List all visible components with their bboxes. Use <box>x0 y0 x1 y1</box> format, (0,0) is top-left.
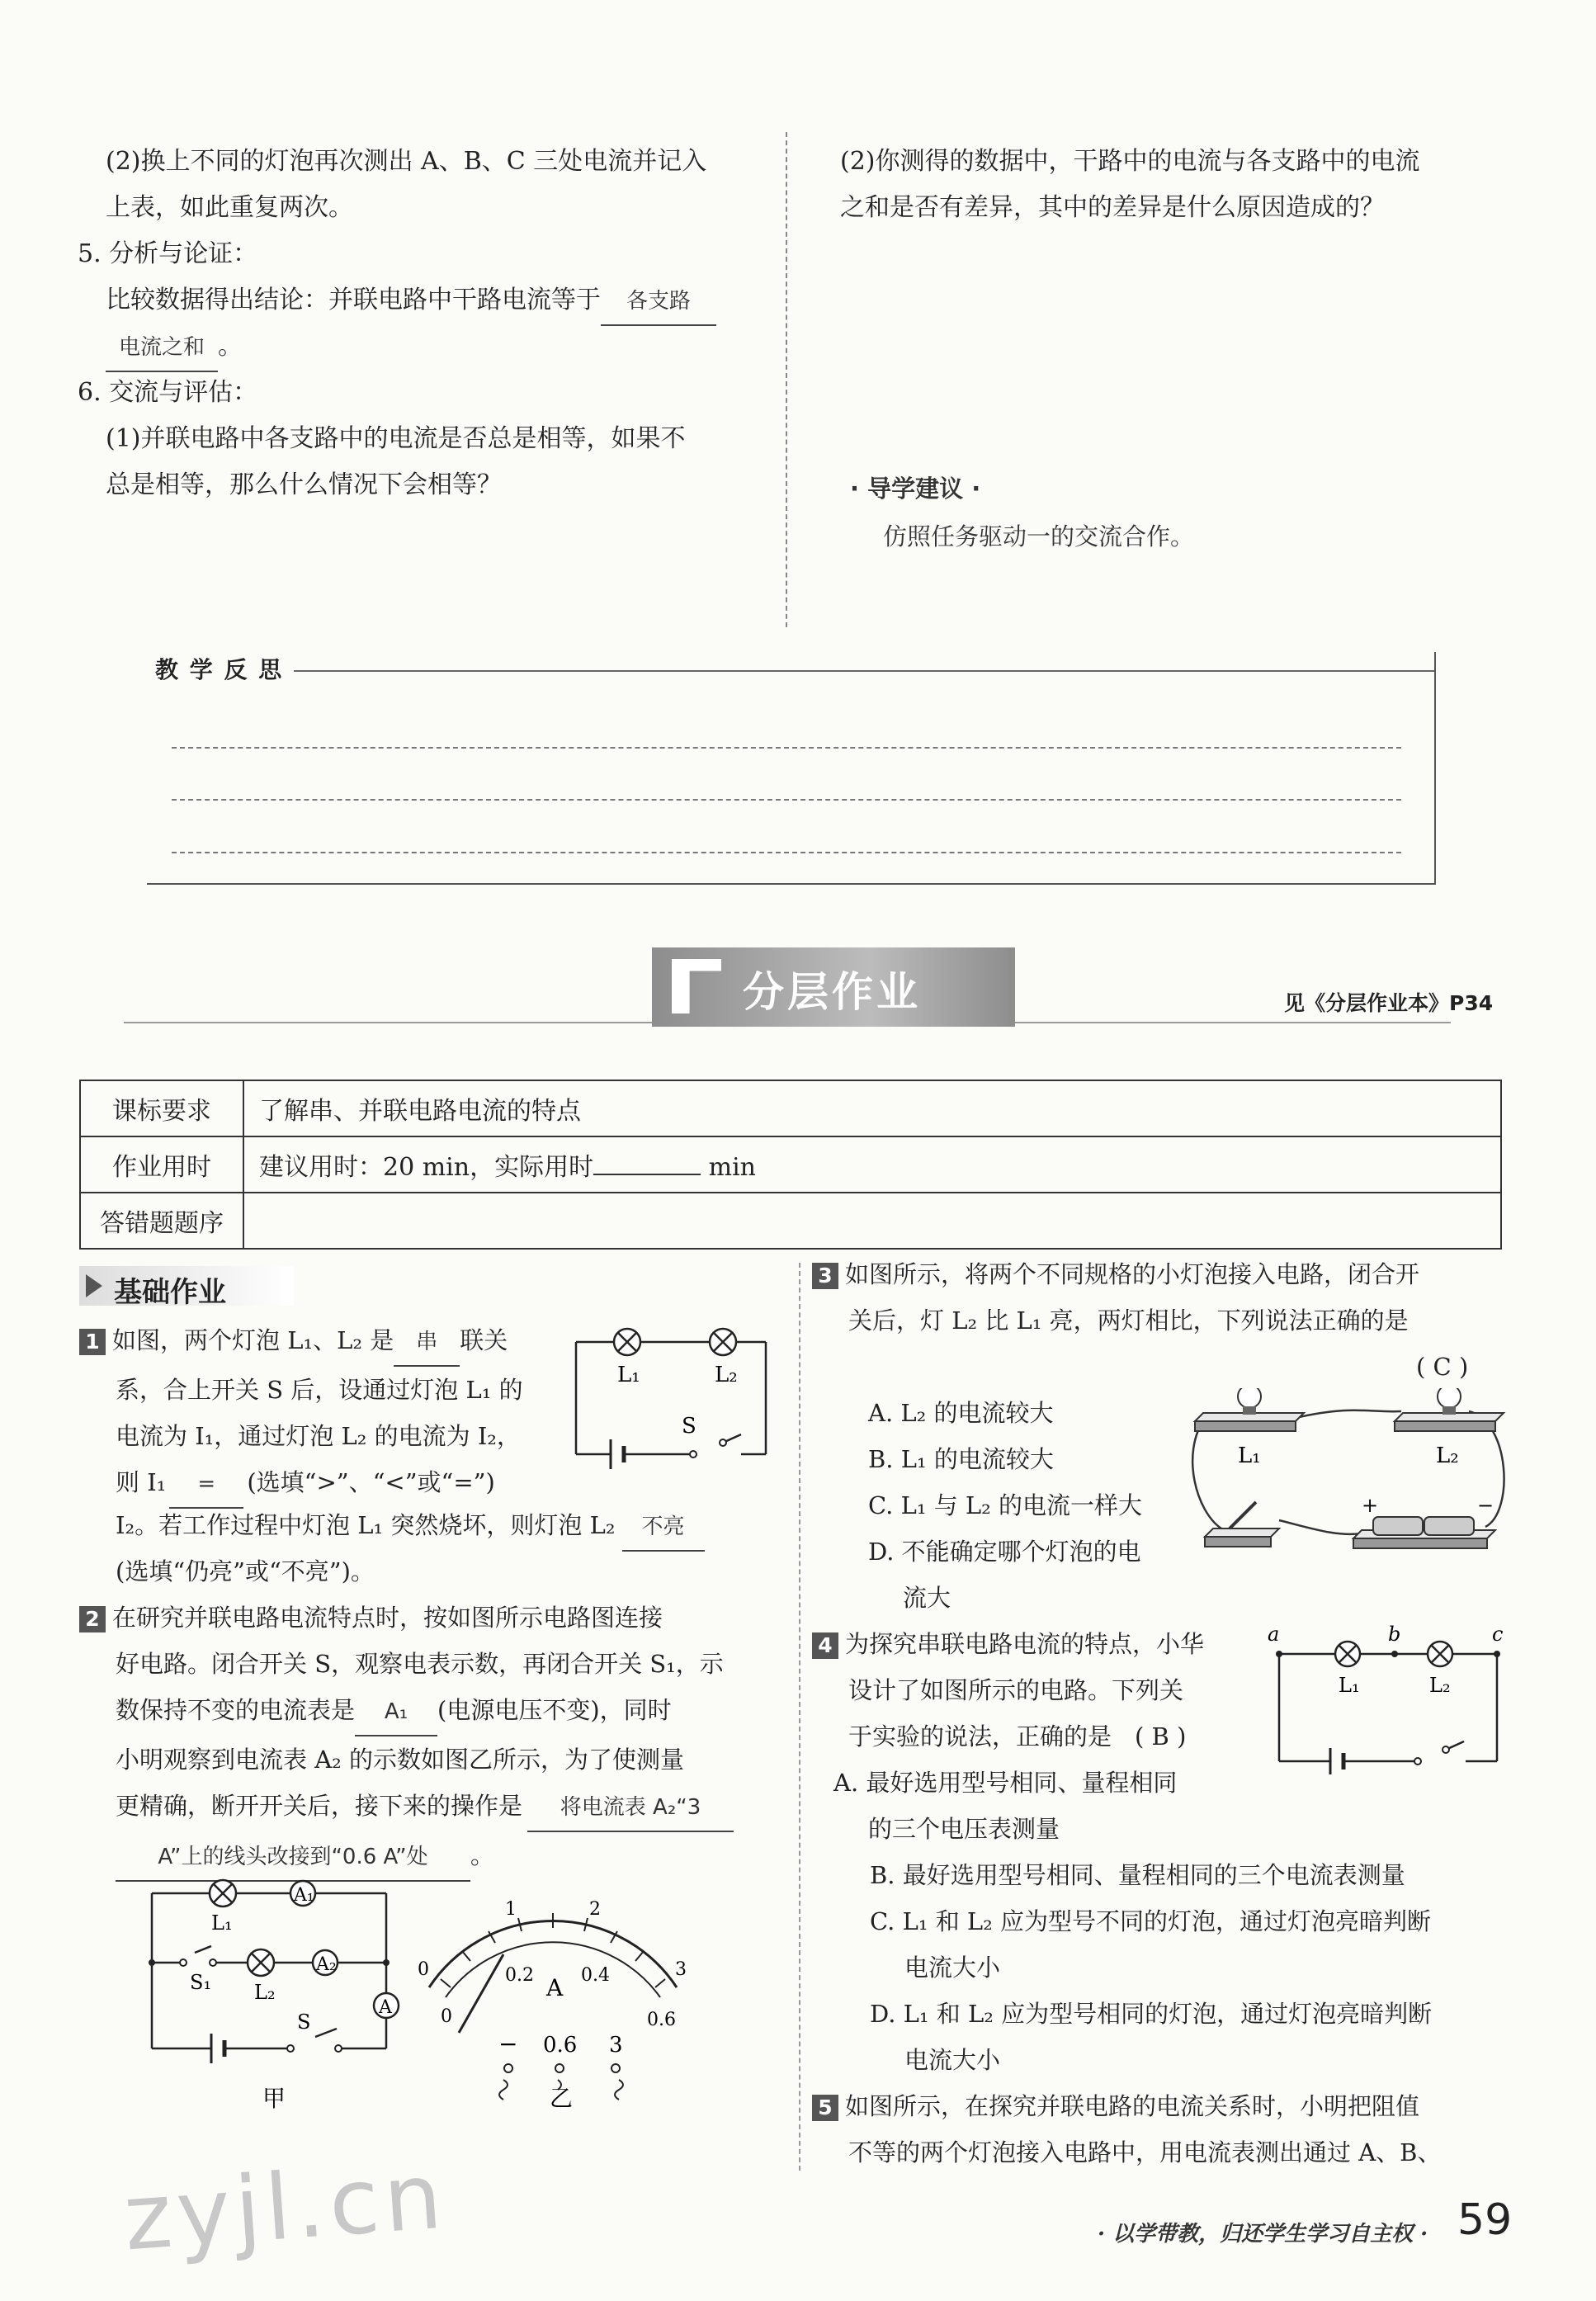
point-b <box>1391 1651 1398 1657</box>
battery-icon <box>1330 1748 1343 1774</box>
text: (电源电压不变)，同时 <box>437 1696 672 1724</box>
guide-title: · 导学建议 · <box>850 475 981 503</box>
q2 <box>79 1595 789 1882</box>
label-l1: L₁ <box>211 1911 233 1935</box>
write-line <box>172 852 1401 853</box>
text: 为探究串联电路电流的特点，小华 <box>845 1630 1205 1658</box>
q4-answer: ( B ) <box>1135 1722 1187 1751</box>
option-d: D. L₁ 和 L₂ 应为型号相同的灯泡，通过灯泡亮暗判断 <box>870 2000 1433 2028</box>
text: 如图，两个灯泡 L₁、L₂ 是 <box>112 1326 394 1354</box>
basic-title-bar <box>79 1266 294 1309</box>
table-value <box>243 1136 1501 1193</box>
label-l1: L₁ <box>1339 1674 1360 1697</box>
q1-line: 系，合上开关 S 后，设通过灯泡 L₁ 的 <box>116 1376 523 1404</box>
table-label: 作业用时 <box>80 1136 243 1193</box>
answer-blank: = <box>169 1461 243 1509</box>
dial-label: 0.6 <box>647 2010 676 2030</box>
text: I₂。若工作过程中灯泡 L₁ 突然烧坏，则灯泡 L₂ <box>116 1511 616 1539</box>
label-l2: L₂ <box>254 1981 276 2004</box>
ammeter-dial-diagram <box>413 1864 710 2119</box>
label-l2: L₂ <box>715 1363 738 1387</box>
terminal-label: 0.6 <box>543 2033 578 2058</box>
q3 <box>812 1251 1522 1344</box>
text: 数保持不变的电流表是 <box>116 1696 356 1724</box>
label-l1: L₁ <box>1238 1443 1261 1468</box>
text: 如图所示，在探究并联电路的电流关系时，小明把阻值 <box>845 2092 1420 2120</box>
dial-label: 0 <box>418 1959 429 1980</box>
banner-box <box>652 947 1015 1027</box>
text-line: (2)你测得的数据中，干路中的电流与各支路中的电流 <box>840 147 1420 176</box>
q4-line <box>812 1713 1274 1760</box>
question-number: 1 <box>79 1329 106 1355</box>
point-c <box>1494 1651 1500 1657</box>
q4-line: 设计了如图所示的电路。下列关 <box>848 1676 1184 1704</box>
column-divider-lower <box>799 1263 800 2171</box>
lamp-l2-icon <box>710 1329 736 1355</box>
terminal-label: 3 <box>609 2033 623 2058</box>
s5-text: 比较数据得出结论：并联电路中干路电流等于 <box>106 286 601 314</box>
text-line: 总是相等，那么什么情况下会相等？ <box>106 470 502 499</box>
right-top-text <box>840 139 1533 231</box>
label-s1: S₁ <box>190 1971 212 1994</box>
option-a-cont: 的三个电压表测量 <box>868 1815 1060 1843</box>
switch-contact <box>287 2045 294 2052</box>
lamp-l1-icon <box>1335 1642 1360 1666</box>
text: (选填“>”、“<”或“=”) <box>247 1468 495 1496</box>
answer-blank: 不亮 <box>622 1504 705 1552</box>
text: 。 <box>470 1841 495 1869</box>
banner-title: 分层作业 <box>743 968 921 1016</box>
q1-line <box>79 1317 574 1367</box>
option-c-cont: 电流大小 <box>904 1954 1001 1982</box>
q1 <box>79 1317 574 1509</box>
q1-line: 电流为 I₁，通过灯泡 L₂ 的电流为 I₂， <box>116 1422 521 1450</box>
text-line: 之和是否有差异，其中的差异是什么原因造成的？ <box>840 193 1385 222</box>
time-text: 建议用时：20 min，实际用时 <box>259 1153 594 1182</box>
write-line <box>172 747 1401 749</box>
table-value[interactable] <box>243 1193 1501 1249</box>
battery-icon <box>611 1439 624 1469</box>
punct: 。 <box>218 332 243 361</box>
q3-physical-circuit <box>1188 1388 1510 1578</box>
lamp-l1-icon <box>210 1880 236 1906</box>
q3-answer: ( C ) <box>1416 1353 1469 1381</box>
question-number: 4 <box>812 1632 838 1659</box>
dial-label: 1 <box>505 1899 517 1920</box>
option-c: C. L₁ 与 L₂ 的电流一样大 <box>868 1491 1143 1519</box>
q2-line: 好电路。闭合开关 S，观察电表示数，再闭合开关 S₁，示 <box>116 1650 724 1678</box>
switch-contact <box>1414 1758 1421 1765</box>
figure-label-yi: 乙 <box>550 2085 574 2112</box>
wire <box>1279 1520 1362 1534</box>
lamp-l2-icon <box>1428 1642 1452 1666</box>
dial-label: 3 <box>675 1959 687 1980</box>
time-unit: min <box>708 1153 756 1182</box>
option-a: A. 最好选用型号相同、量程相同 <box>833 1769 1178 1797</box>
terminal-label: − <box>498 2030 518 2058</box>
label-s: S <box>682 1414 696 1439</box>
write-line <box>172 799 1401 801</box>
page-number: 59 <box>1457 2195 1513 2245</box>
q3-options <box>868 1390 1215 1621</box>
bulb-l1-icon <box>1195 1388 1304 1431</box>
left-top-text <box>106 139 766 231</box>
ammeter-label: A₂ <box>316 1954 337 1975</box>
dial-label: 0.2 <box>505 1965 534 1986</box>
table-row <box>80 1193 1501 1249</box>
table-label: 课标要求 <box>80 1080 243 1136</box>
point-a <box>1276 1651 1282 1657</box>
footer-slogan: · 以学带教，归还学生学习自主权 · <box>1098 2222 1428 2247</box>
dial-unit: A <box>546 1974 564 2001</box>
q2-circuit-diagram <box>132 1864 413 2119</box>
lamp-l2-icon <box>248 1949 274 1976</box>
watermark: zyjl.cn <box>120 2143 451 2271</box>
q5-line: 不等的两个灯泡接入电路中，用电流表测出通过 A、B、 <box>848 2138 1442 2166</box>
label-c: c <box>1492 1623 1504 1646</box>
label-a: a <box>1268 1623 1280 1646</box>
text: 联关 <box>460 1326 508 1354</box>
text: 更精确，断开开关后，接下来的操作是 <box>116 1792 523 1820</box>
s5-line <box>106 277 782 326</box>
q1-line: (选填“仍亮”或“不亮”)。 <box>116 1557 375 1585</box>
answer-blank: 串 <box>394 1319 460 1367</box>
reflection-title: 教 学 反 思 <box>155 656 284 683</box>
text-line: (1)并联电路中各支路中的电流是否总是相等，如果不 <box>106 424 686 453</box>
answer-blank: 电流之和 <box>106 324 218 372</box>
ammeter-label: A₁ <box>294 1885 314 1906</box>
q1-line <box>116 1502 776 1552</box>
q3-line: 关后，灯 L₂ 比 L₁ 亮，两灯相比，下列说法正确的是 <box>848 1306 1409 1335</box>
switch-contact <box>720 1439 726 1446</box>
switch-contact <box>210 1959 216 1966</box>
basic-title: 基础作业 <box>114 1276 226 1309</box>
reflection-top-line <box>294 670 1434 672</box>
time-blank[interactable] <box>593 1174 701 1175</box>
question-number: 5 <box>812 2095 838 2121</box>
q4-line <box>812 1621 1274 1667</box>
lamp-l1-icon <box>614 1329 640 1355</box>
answer-blank: A”上的线头改接到“0.6 A”处 <box>116 1834 470 1882</box>
battery-minus: − <box>1477 1494 1494 1517</box>
q2-line <box>79 1595 789 1641</box>
option-c: C. L₁ 和 L₂ 应为型号不同的灯泡，通过灯泡亮暗判断 <box>870 1907 1432 1935</box>
column-divider <box>786 132 787 627</box>
ammeter-a1-icon <box>290 1881 315 1906</box>
wire <box>1192 1418 1221 1528</box>
text: 在研究并联电路电流特点时，按如图所示电路图连接 <box>112 1604 663 1632</box>
q1-line <box>79 1459 574 1509</box>
section-5-title: 5. 分析与论证： <box>78 239 258 268</box>
answer-blank: A₁ <box>355 1689 437 1736</box>
table-label: 答错题题序 <box>80 1193 243 1249</box>
q4 <box>812 1621 1274 1852</box>
q5 <box>812 2083 1522 2176</box>
dial-label: 2 <box>589 1899 601 1920</box>
switch-contact <box>335 2045 342 2052</box>
q1-circuit-diagram <box>561 1317 776 1482</box>
q4-circuit-diagram <box>1263 1619 1510 1784</box>
workbook-ref: 见《分层作业本》P34 <box>1284 991 1494 1015</box>
option-d-cont: 流大 <box>903 1584 951 1612</box>
requirement-table <box>79 1080 1502 1250</box>
table-value: 了解串、并联电路电流的特点 <box>243 1080 1501 1136</box>
s6-question <box>106 416 782 508</box>
ammeter-label: A <box>379 1997 392 2018</box>
table-row <box>80 1136 1501 1193</box>
label-l2: L₂ <box>1429 1674 1451 1697</box>
label-l2: L₂ <box>1436 1443 1459 1468</box>
label-l1: L₁ <box>617 1363 640 1387</box>
battery-plus: + <box>1362 1494 1379 1517</box>
dial-needle <box>459 1954 503 2033</box>
banner-icon <box>672 959 721 1013</box>
figure-label-jia: 甲 <box>262 2085 286 2112</box>
battery-icon <box>211 2034 224 2063</box>
s5-line2 <box>106 324 243 372</box>
bulb-l2-icon <box>1395 1388 1504 1431</box>
switch-contact <box>690 1451 696 1458</box>
text: 于实验的说法，正确的是 <box>848 1722 1112 1751</box>
option-a: A. L₂ 的电流较大 <box>868 1399 1054 1427</box>
answer-blank: 将电流表 A₂“3 <box>527 1784 734 1832</box>
switch-contact <box>1443 1746 1449 1753</box>
option-b: B. 最好选用型号相同、量程相同的三个电流表测量 <box>870 1861 1405 1889</box>
option-b: B. L₁ 的电流较大 <box>868 1445 1054 1473</box>
question-number: 2 <box>79 1606 106 1632</box>
ammeter-a2-icon <box>313 1950 338 1975</box>
question-number: 3 <box>812 1263 838 1289</box>
section-6-title: 6. 交流与评估： <box>78 378 258 407</box>
answer-blank: 各支路 <box>601 278 716 326</box>
q2-line <box>79 1687 789 1736</box>
option-d-cont: 电流大小 <box>904 2046 1001 2074</box>
q2-line <box>79 1783 789 1832</box>
junction-dot <box>149 1959 155 1966</box>
text: 如图所示，将两个不同规格的小灯泡接入电路，闭合开 <box>845 1260 1420 1288</box>
label-s: S <box>297 2010 311 2034</box>
text-line: (2)换上不同的灯泡再次测出 A、B、C 三处电流并记入 <box>106 147 707 176</box>
arrow-icon <box>86 1274 102 1297</box>
label-b: b <box>1388 1623 1401 1646</box>
junction-dot <box>383 1959 390 1966</box>
reflection-box <box>147 652 1436 885</box>
dial-label: 0.4 <box>581 1965 610 1986</box>
text: 则 I₁ <box>116 1468 167 1496</box>
option-d: D. 不能确定哪个灯泡的电 <box>868 1538 1141 1566</box>
battery-holder-icon <box>1353 1517 1495 1548</box>
q2-line: 小明观察到电流表 A₂ 的示数如图乙所示，为了使测量 <box>116 1746 685 1774</box>
dial-label: 0 <box>441 2006 452 2027</box>
q3-line <box>812 1251 1522 1297</box>
text-line: 上表，如此重复两次。 <box>106 193 353 222</box>
table-row <box>80 1080 1501 1136</box>
switch-contact <box>180 1959 187 1966</box>
q5-line <box>812 2083 1522 2129</box>
ammeter-a-icon <box>374 1993 399 2018</box>
q4-options <box>870 1852 1530 2083</box>
guide-text: 仿照任务驱动一的交流合作。 <box>883 522 1195 550</box>
wire <box>1296 1410 1401 1418</box>
